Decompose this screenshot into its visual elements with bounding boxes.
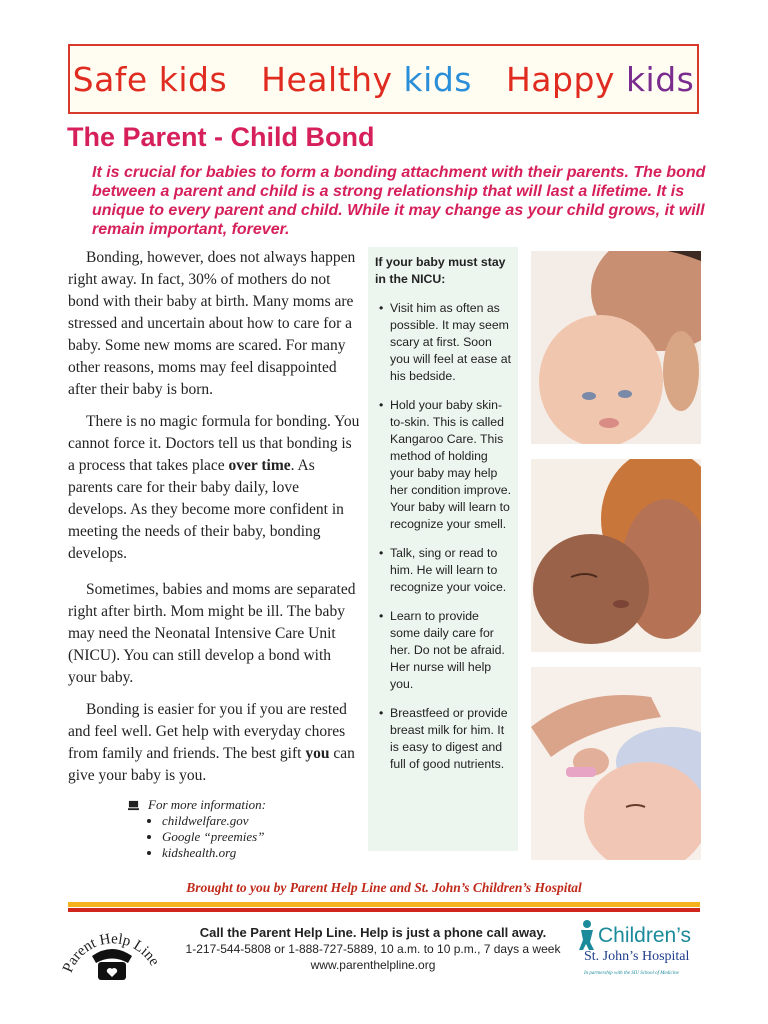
computer-icon	[128, 800, 139, 811]
hospital-logo	[578, 916, 703, 980]
sidebar-item: • Visit him as often as possible. It may seem scary at first. Soon you will feel at ease at his bedside.	[374, 300, 512, 385]
body-paragraph-3: Sometimes, babies and moms are separated right after birth. Mom might be ill. The baby may need the Neonatal Intensive Care Unit (NICU). You can still develop a bond with your baby.	[68, 581, 356, 686]
more-info-list	[128, 813, 266, 861]
divider-gold	[68, 902, 700, 907]
divider-red	[68, 908, 700, 912]
intro-text: It is crucial for babies to form a bonding attachment with their parents. The bond between a parent and child is a strong relationship that will last a lifetime. It is unique to every parent and child. While it may change as your child grows, it will remain important, forever.	[92, 164, 706, 238]
sidebar-item: • Talk, sing or read to him. He will learn to recognize your voice.	[374, 545, 512, 596]
footer-call: Call the Parent Help Line. Help is just a phone call away.	[199, 925, 547, 940]
sidebar-item: • Learn to provide some daily care for her. Do not be afraid. Her nurse will help you.	[374, 608, 512, 693]
sidebar-item: • Hold your baby skin-to-skin. This is called Kangaroo Care. This method of holding your baby may help her condition improve. Your baby will learn to recognize your smell.	[374, 397, 512, 533]
parent-help-line-logo	[62, 916, 162, 988]
info-link[interactable]: • childwelfare.gov	[162, 813, 266, 829]
banner-happy-kids: Happy kids	[505, 59, 695, 99]
body-paragraph-4: Bonding is easier for you if you are rested and feel well. Get help with everyday chores from family and friends. The best gift you can give your baby is you.	[68, 701, 355, 784]
sidebar-list	[374, 300, 512, 773]
body-column	[68, 247, 360, 797]
svg-text:In partnership with the SIU Sc: In partnership with the SIU School of Medicine	[584, 971, 679, 976]
header-banner	[68, 44, 699, 114]
info-link[interactable]: • kidshealth.org	[162, 845, 266, 861]
sidebar-heading: If your baby must stay in the NICU:	[375, 255, 506, 286]
banner-safe-kids: Safe kids	[72, 59, 228, 99]
sidebar-item: • Breastfeed or provide breast milk for him. It is easy to digest and full of good nutrients.	[374, 705, 512, 773]
footer-website[interactable]: www.parenthelpline.org	[310, 958, 436, 972]
phl-logo-text: arent Help Line	[64, 931, 162, 969]
nicu-sidebar	[368, 247, 518, 851]
photo-father-baby	[531, 251, 701, 444]
photo-newborn-hand	[531, 667, 701, 860]
footer-contact	[170, 925, 576, 973]
credit-line: Brought to you by Parent Help Line and St. John’s Children’s Hospital	[186, 880, 582, 895]
banner-healthy-kids: Healthy kids	[261, 59, 472, 99]
child-figure-icon	[579, 920, 594, 950]
page-title: The Parent - Child Bond	[67, 122, 375, 152]
footer-numbers: 1-217-544-5808 or 1-888-727-5889, 10 a.m. to 10 p.m., 7 days a week	[185, 942, 561, 956]
svg-text:Children’s: Children’s	[598, 924, 691, 947]
body-paragraph-1: Bonding, however, does not always happen right away. In fact, 30% of mothers do not bond with their baby at birth. Many moms are stressed and uncertain about how to care for a baby. Some new moms are scared. For many other reasons, moms may feel disappointed after their baby is born.	[68, 249, 356, 398]
info-link[interactable]: • Google “preemies”	[162, 829, 266, 845]
more-info-label: For more information:	[148, 797, 266, 812]
telephone-icon	[92, 949, 132, 980]
svg-text:St. John’s Hospital: St. John’s Hospital	[584, 949, 690, 964]
photo-mother-baby	[531, 459, 701, 652]
body-paragraph-2: There is no magic formula for bonding. You cannot force it. Doctors tell us that bonding is a process that takes place over time. As parents care for their baby daily, love develops. As they become more confident in meeting the needs of their baby, bonding develops.	[68, 413, 360, 562]
more-info	[128, 797, 266, 861]
